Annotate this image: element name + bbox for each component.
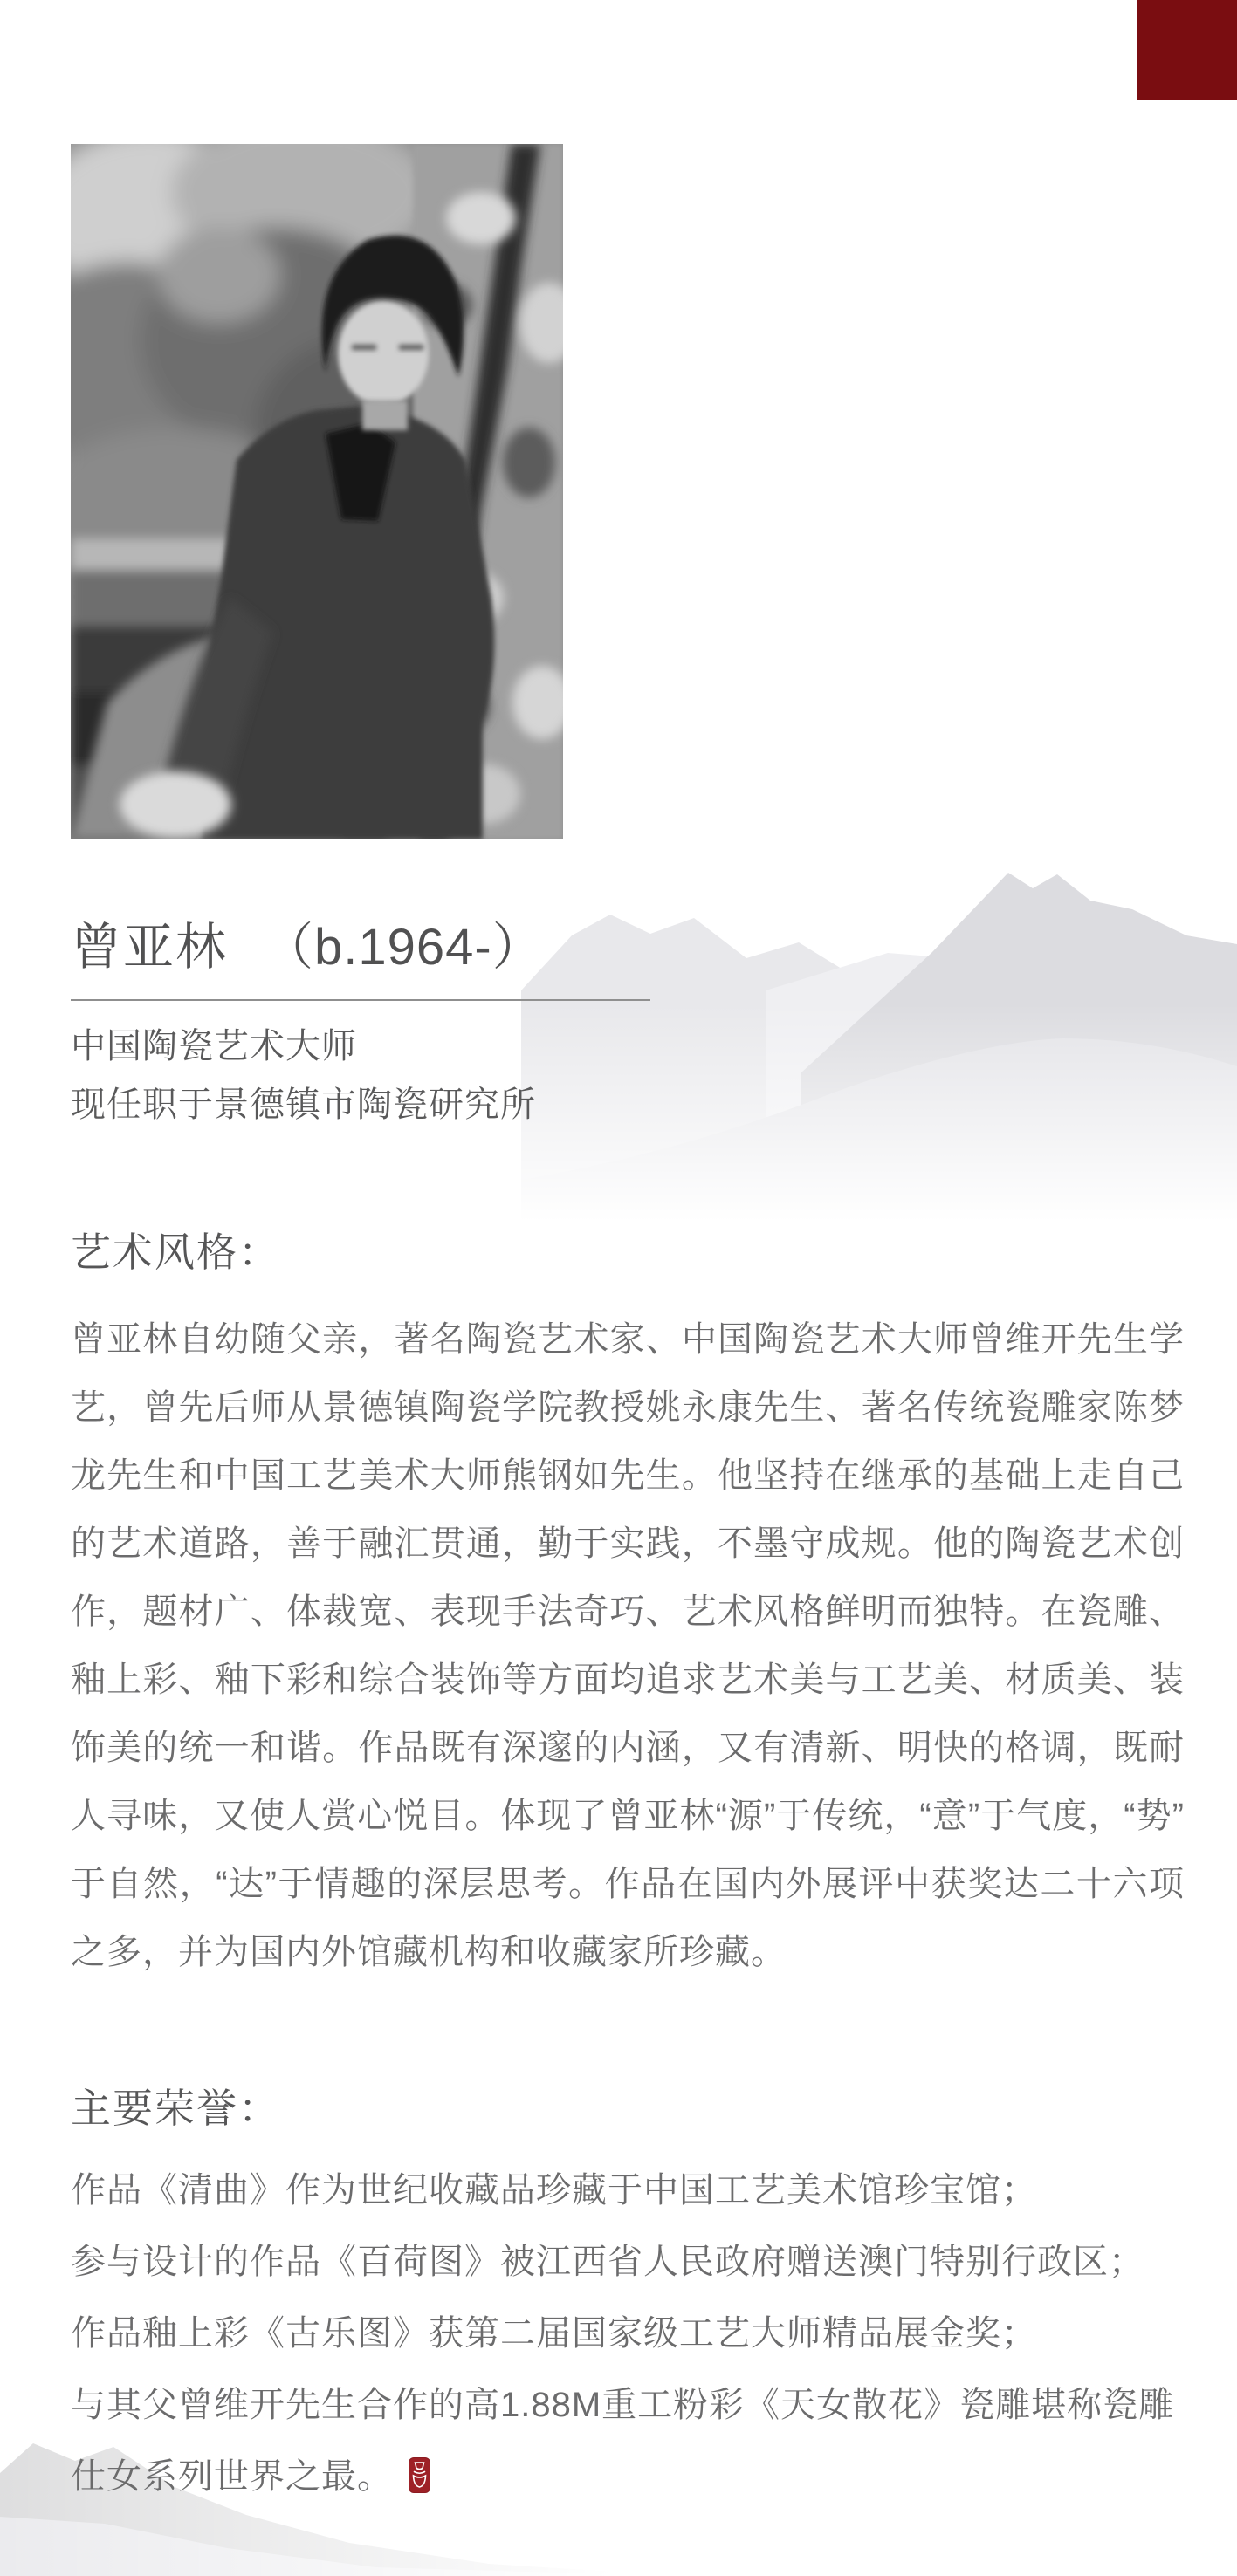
section-heading-honors: 主要荣誉： (71, 2086, 280, 2131)
honor-item: 作品釉上彩《古乐图》获第二届国家级工艺大师精品展金奖； (71, 2314, 1037, 2353)
artist-title-line: 现任职于景德镇市陶瓷研究所 (71, 1086, 536, 1124)
mountain-art-right (521, 803, 1237, 1222)
honor-item (71, 2369, 1185, 2512)
section-heading-art-style: 艺术风格： (71, 1230, 280, 1275)
honor-item-text: 与其父曾维开先生合作的高1.88M重工粉彩《天女散花》瓷雕堪称瓷雕仕女系列世界之最。 (71, 2386, 1175, 2496)
honor-item: 作品《清曲》作为世纪收藏品珍藏于中国工艺美术馆珍宝馆； (71, 2171, 1037, 2209)
honor-item: 参与设计的作品《百荷图》被江西省人民政府赠送澳门特别行政区； (71, 2243, 1144, 2281)
artist-name: 曾亚林 (71, 919, 229, 976)
artist-portrait-photo (71, 144, 563, 839)
artist-titles (71, 1017, 536, 1134)
honors-list (71, 2155, 1185, 2512)
artist-title-line: 中国陶瓷艺术大师 (71, 1027, 357, 1065)
corner-accent-block (1137, 0, 1237, 100)
page-title (71, 920, 544, 976)
porcelain-vase-seal-icon (409, 2457, 430, 2493)
title-divider (71, 999, 650, 1001)
art-style-paragraph: 曾亚林自幼随父亲，著名陶瓷艺术家、中国陶瓷艺术大师曾维开先生学艺，曾先后师从景德镇陶瓷学院教授姚永康先生、著名传统瓷雕家陈梦龙先生和中国工艺美术大师熊钢如先生。他坚持在继承的基础上走自己的艺术道路，善于融汇贯通，勤于实践，不墨守成规。他的陶瓷艺术创作，题材广、体裁宽、表现手法奇巧、艺术风格鲜明而独特。在瓷雕、釉上彩、釉下彩和综合装饰等方面均追求艺术美与工艺美、材质美、装饰美的统一和谐。作品既有深邃的内涵，又有清新、明快的格调，既耐人寻味，又使人赏心悦目。体现了曾亚林“源”于传统，“意”于气度，“势”于自然，“达”于情趣的深层思考。作品在国内外展评中获奖达二十六项之多，并为国内外馆藏机构和收藏家所珍藏。 (71, 1320, 1185, 1971)
artist-birth-year: （b.1964-） (263, 919, 544, 976)
